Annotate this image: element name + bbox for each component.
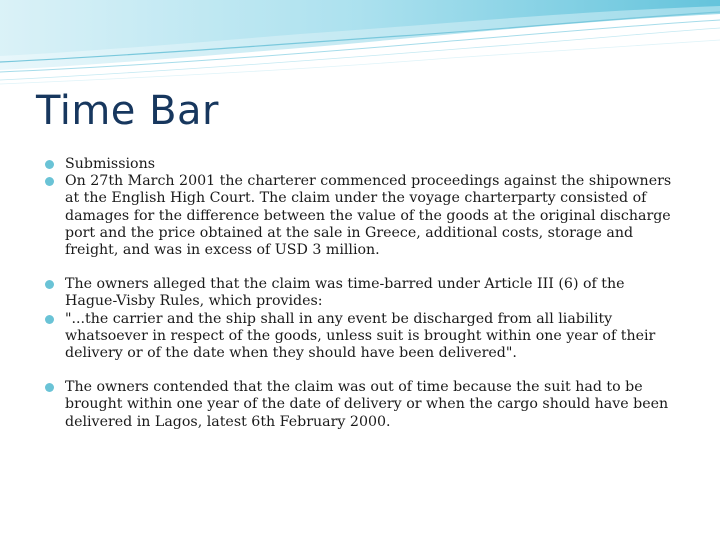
bullet-list-2 [44, 276, 674, 362]
spacer [44, 362, 674, 379]
bullet-spacer [44, 259, 674, 276]
bullet-time-barred: The owners alleged that the claim was time-barred under Article III (6) of the Hague-Visby Rules, which provides: [44, 276, 674, 310]
bullet-quote: "...the carrier and the ship shall in any event be discharged from all liability whatsoever in respect of the goods, unless suit is brought within one year of their delivery or of the date when they should have been delivered". [44, 311, 674, 363]
bullet-list-3 [44, 379, 674, 431]
bullet-list [44, 156, 674, 276]
bullet-out-of-time: The owners contended that the claim was out of time because the suit had to be brought within one year of the date of delivery or when the cargo should have been delivered in Lagos, latest 6th February 2000. [44, 379, 674, 431]
slide-title: Time Bar [36, 88, 220, 134]
slide-body [44, 156, 674, 431]
bullet-submissions: Submissions [44, 156, 674, 173]
bullet-proceedings: On 27th March 2001 the charterer commenced proceedings against the shipowners at the English High Court. The claim under the voyage charterparty consisted of damages for the difference between the value of the goods at the original discharge port and the price obtained at the sale in Greece, additional costs, storage and freight, and was in excess of USD 3 million. [44, 173, 674, 259]
